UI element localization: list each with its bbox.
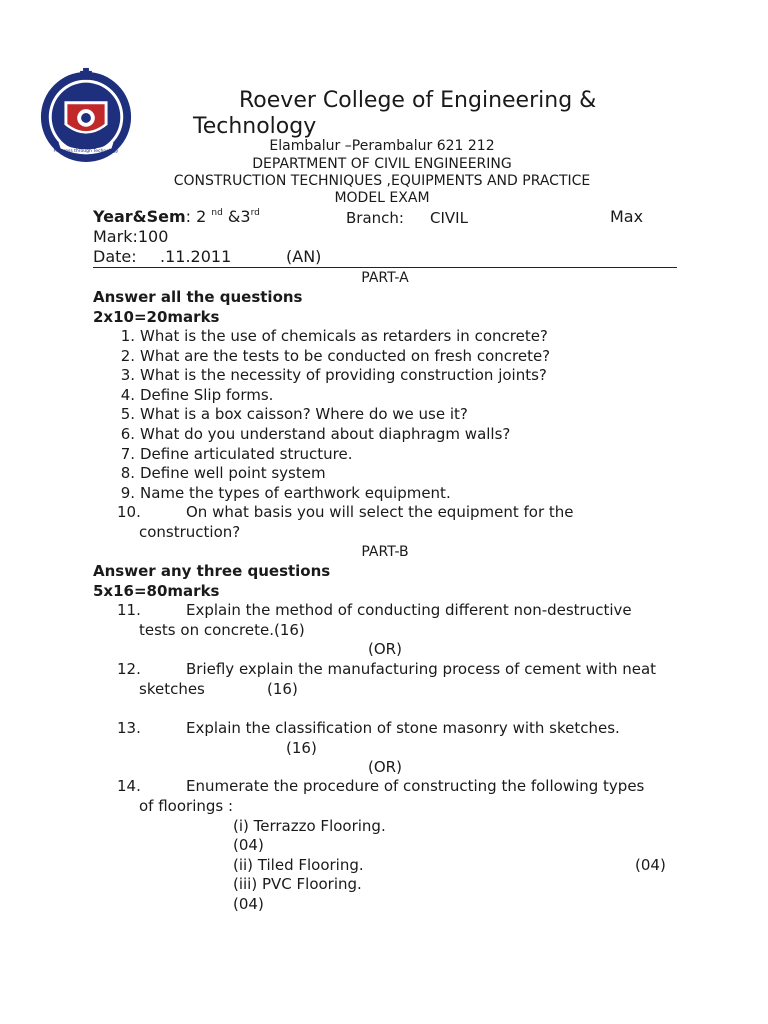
year-value: : 2 [185,207,207,226]
or-separator-1: (OR) [368,640,402,658]
question-text: Define well point system [140,464,326,482]
question-number: 2. [120,347,135,365]
date-label: Date: [93,247,137,266]
session: (AN) [286,247,322,266]
question-12-continuation: sketches [139,680,205,698]
college-address: Elambalur –Perambalur 621 212 [269,138,495,154]
subquestion-tiled-marks: (04) [635,856,666,874]
or-separator-2: (OR) [368,758,402,776]
question-number: 9. [120,484,135,502]
question-number: 4. [120,386,135,404]
part-b-instruction: Answer any three questions [93,562,331,580]
branch-value: CIVIL [430,209,468,227]
subquestion-terrazzo-marks: (04) [233,836,264,854]
question-text: Define articulated structure. [140,445,353,463]
question-12-marks: (16) [267,680,298,698]
question-text: What is a box caisson? Where do we use it? [140,405,468,423]
question-12-text: Briefly explain the manufacturing process of cement with neat [186,660,657,678]
question-text: Name the types of earthwork equipment. [140,484,451,502]
sem-value: &3 [227,207,251,226]
department-name: DEPARTMENT OF CIVIL ENGINEERING [252,156,512,172]
question-14-continuation: of floorings : [139,797,234,815]
question-number: 3. [120,366,135,384]
question-text: Define Slip forms. [140,386,274,404]
part-a-marks: 2x10=20marks [93,308,220,326]
year-sem-label: Year&Sem [93,207,186,226]
date-value: .11.2011 [160,247,232,266]
question-text: What do you understand about diaphragm walls? [140,425,511,443]
branch-label: Branch: [346,209,404,227]
question-13-marks: (16) [286,739,317,757]
college-name-line1: Roever College of Engineering & [239,88,597,113]
max-label: Max [610,207,644,226]
logo-motto: Progress through Technology [53,149,119,155]
question-11-continuation: tests on concrete.(16) [139,621,305,639]
question-text: On what basis you will select the equipment for the [186,503,574,521]
max-mark: Mark:100 [93,227,169,246]
question-number: 10. [117,503,141,521]
question-number: 5. [120,405,135,423]
question-text-continuation: construction? [139,523,241,541]
question-number: 1. [120,327,135,345]
year-superscript: nd [211,208,223,218]
college-name-line2: Technology [193,114,317,139]
sem-superscript: rd [250,208,260,218]
question-number: 6. [120,425,135,443]
question-13-text: Explain the classification of stone masonry with sketches. [186,719,620,737]
subquestion-pvc: (iii) PVC Flooring. [233,875,362,893]
question-number: 7. [120,445,135,463]
exam-name: MODEL EXAM [334,190,430,206]
header-divider [93,267,677,268]
question-11-number: 11. [117,601,141,619]
question-11-text: Explain the method of conducting different non-destructive [186,601,632,619]
question-14-text: Enumerate the procedure of constructing the following types [186,777,645,795]
year-sem [93,207,260,227]
part-a-heading: PART-A [361,270,409,286]
question-number: 8. [120,464,135,482]
part-b-marks: 5x16=80marks [93,582,220,600]
question-12-number: 12. [117,660,141,678]
question-13-number: 13. [117,719,141,737]
subquestion-pvc-marks: (04) [233,895,264,913]
question-text: What is the use of chemicals as retarders in concrete? [140,327,548,345]
question-text: What are the tests to be conducted on fresh concrete? [140,347,551,365]
question-14-number: 14. [117,777,141,795]
subject-name: CONSTRUCTION TECHNIQUES ,EQUIPMENTS AND PRACTICE [173,173,591,189]
college-logo [37,66,135,164]
part-a-instruction: Answer all the questions [93,288,303,306]
subquestion-tiled: (ii) Tiled Flooring. [233,856,364,874]
question-text: What is the necessity of providing construction joints? [140,366,547,384]
part-b-heading: PART-B [361,544,409,560]
subquestion-terrazzo: (i) Terrazzo Flooring. [233,817,386,835]
